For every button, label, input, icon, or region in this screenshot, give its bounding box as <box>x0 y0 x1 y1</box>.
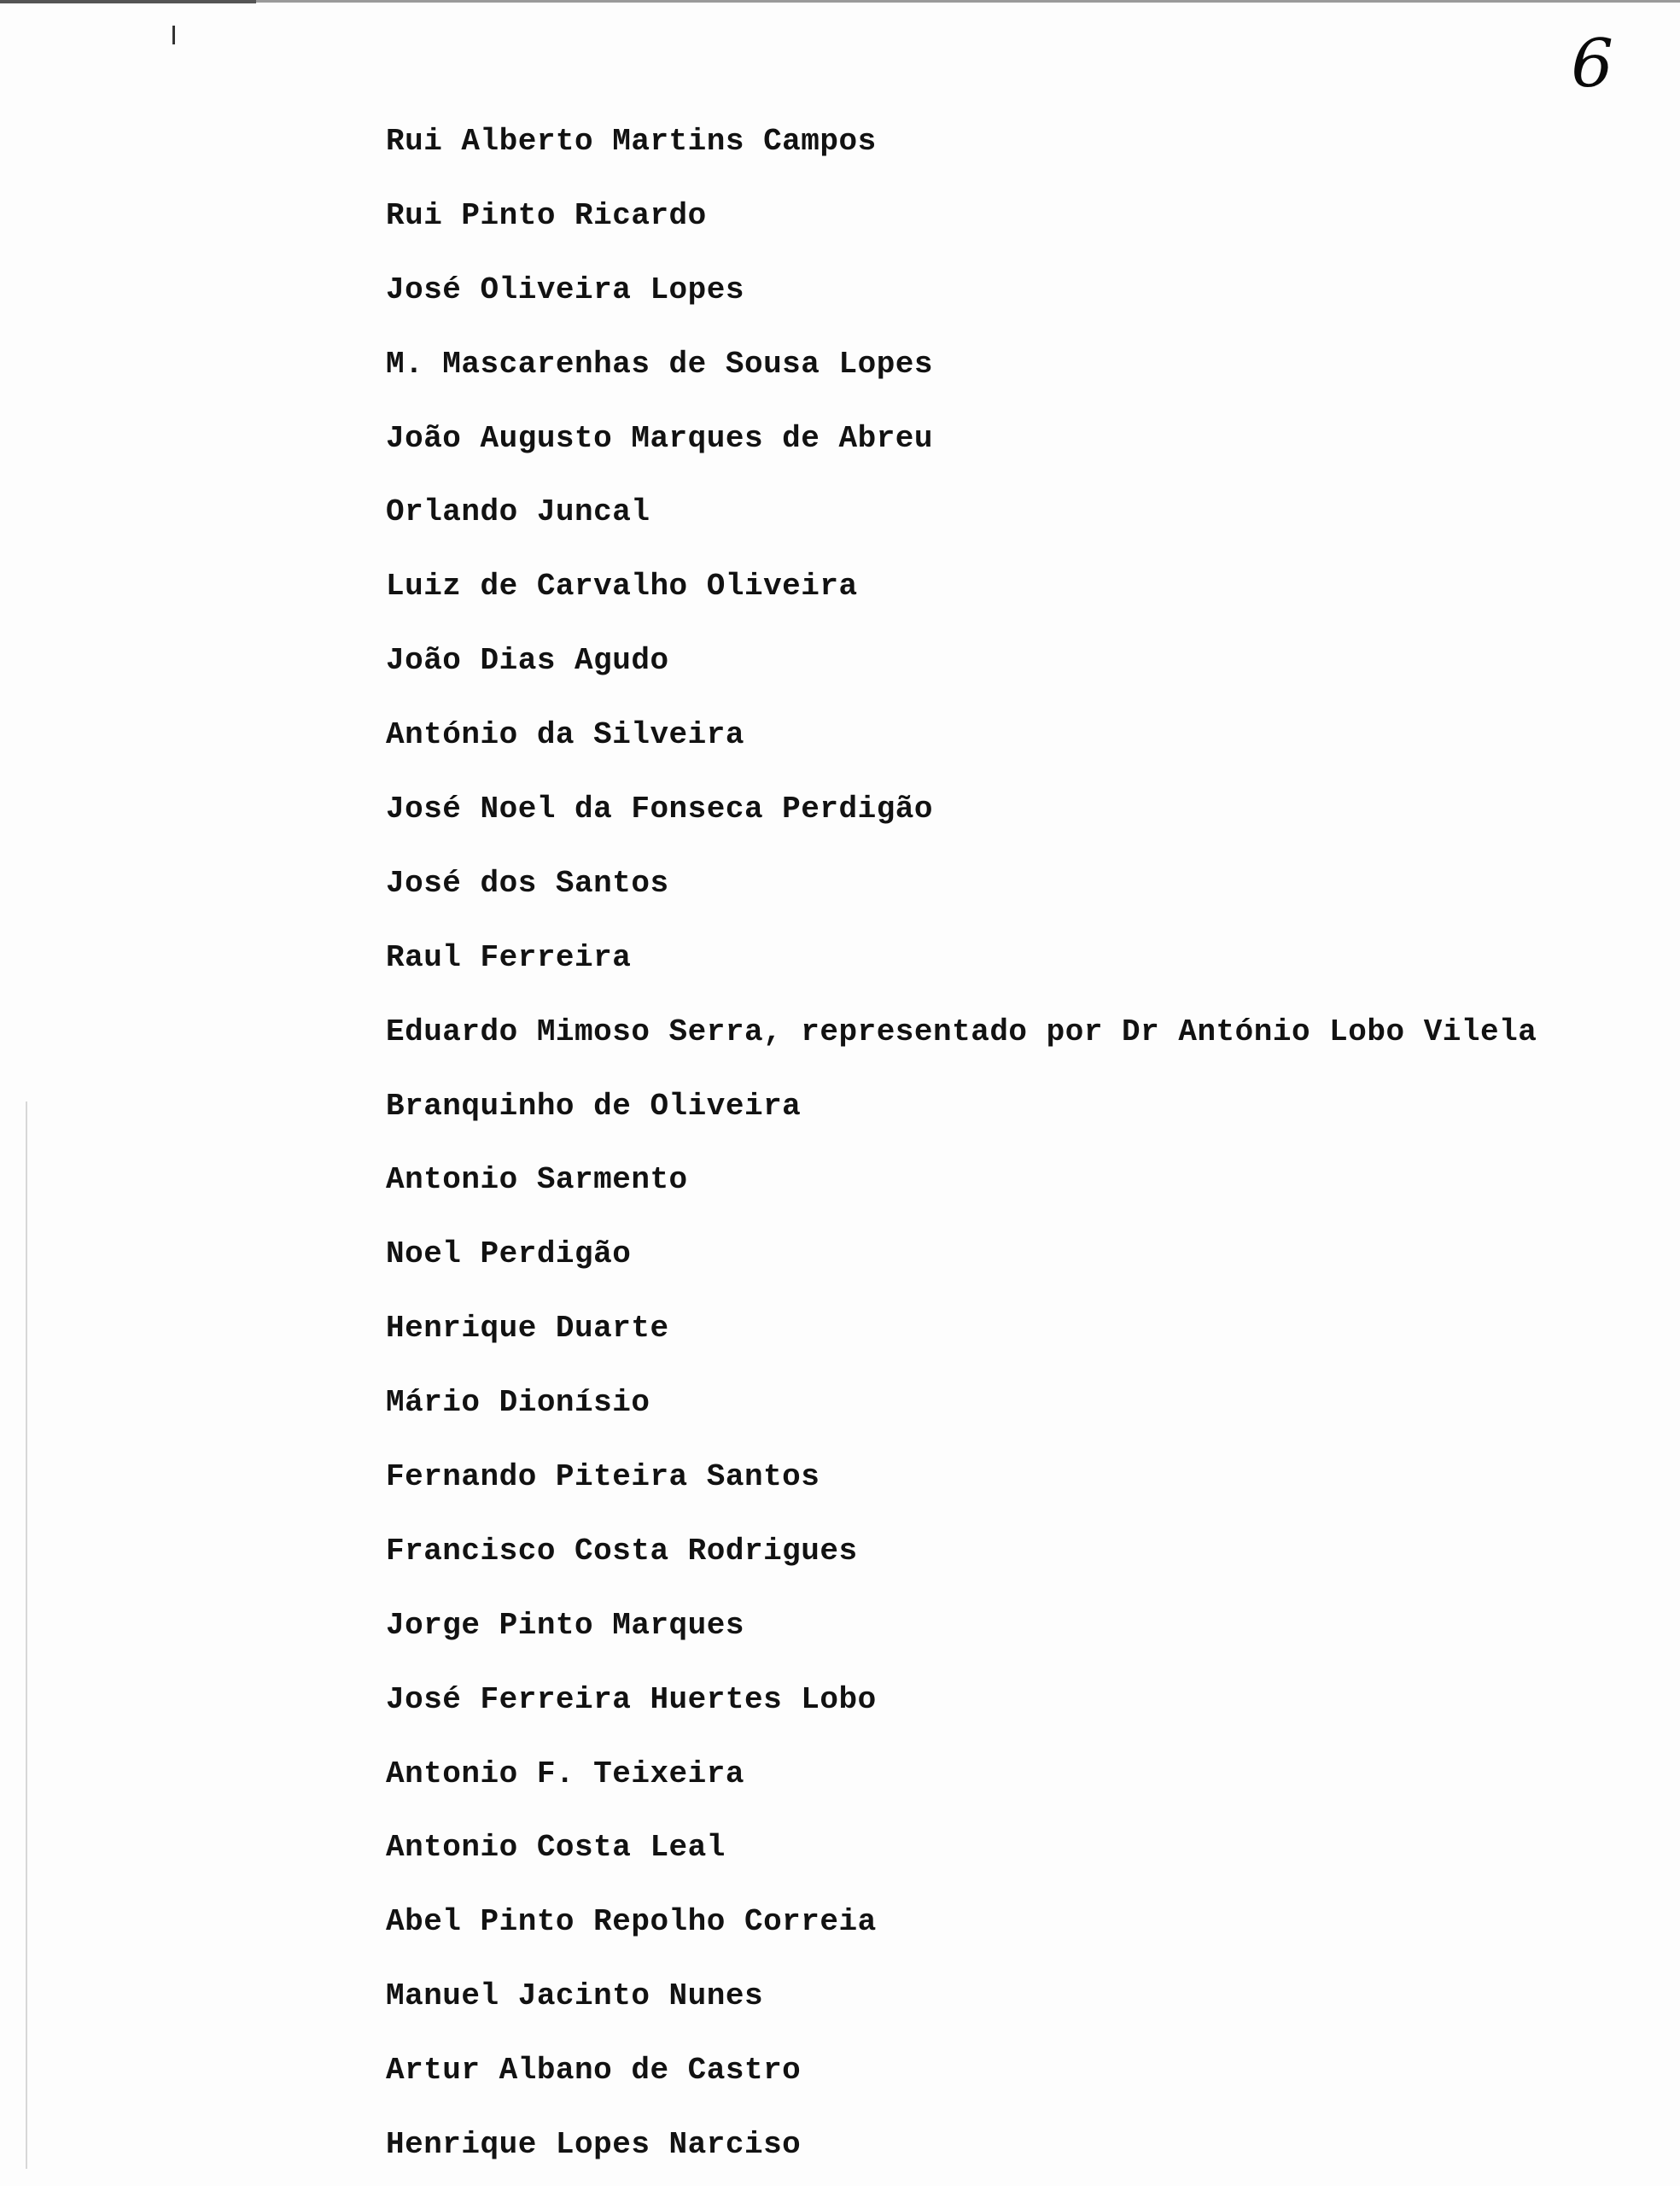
name-item: Jorge Pinto Marques <box>386 1607 744 1643</box>
name-item: Antonio F. Teixeira <box>386 1756 744 1791</box>
name-item: José dos Santos <box>386 865 669 901</box>
name-item: José Oliveira Lopes <box>386 272 744 307</box>
name-item: Raul Ferreira <box>386 939 632 975</box>
name-item: José Ferreira Huertes Lobo <box>386 1681 877 1717</box>
corner-mark <box>172 26 175 44</box>
name-item: João Dias Agudo <box>386 643 669 679</box>
name-item: M. Mascarenhas de Sousa Lopes <box>386 346 934 382</box>
name-item: Antonio Sarmento <box>386 1162 688 1198</box>
name-list <box>386 120 1537 2197</box>
name-item: Henrique Lopes Narciso <box>386 2127 802 2163</box>
page-number: 6 <box>1571 26 1613 102</box>
name-item: Fernando Piteira Santos <box>386 1459 820 1495</box>
name-item: Noel Perdigão <box>386 1236 632 1272</box>
scan-top-edge-dark <box>0 0 256 3</box>
name-item: Abel Pinto Repolho Correia <box>386 1904 877 1940</box>
name-item: Mário Dionísio <box>386 1385 650 1421</box>
name-item: Rui Pinto Ricardo <box>386 197 707 233</box>
name-item: Artur Albano de Castro <box>386 2053 802 2089</box>
name-item: Luiz de Carvalho Oliveira <box>386 569 858 605</box>
name-item: Orlando Juncal <box>386 494 650 530</box>
name-item: António da Silveira <box>386 717 744 753</box>
scan-left-rule <box>26 1101 27 2169</box>
name-item: Antonio Costa Leal <box>386 1830 726 1866</box>
name-item: José Noel da Fonseca Perdigão <box>386 792 934 827</box>
name-item: Francisco Costa Rodrigues <box>386 1533 858 1569</box>
name-item: Branquinho de Oliveira <box>386 1088 802 1124</box>
name-item: João Augusto Marques de Abreu <box>386 420 934 456</box>
name-item: Rui Alberto Martins Campos <box>386 124 877 159</box>
name-item: Henrique Duarte <box>386 1311 669 1347</box>
name-item: Manuel Jacinto Nunes <box>386 1978 764 2014</box>
name-item: Eduardo Mimoso Serra, representado por Dr António Lobo Vilela <box>386 1014 1537 1049</box>
